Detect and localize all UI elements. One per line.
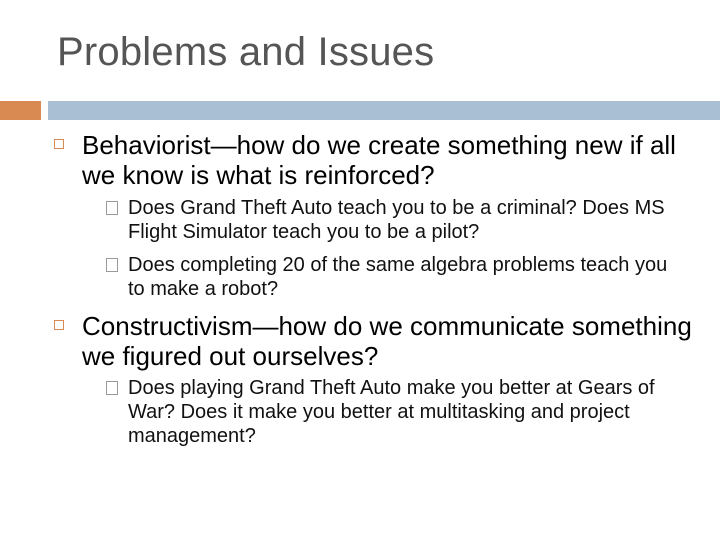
bullet-marker-icon [54, 139, 64, 149]
subbullet-box-icon [106, 201, 118, 215]
bullet-marker-icon [54, 320, 64, 330]
subbullet-algebra: Does completing 20 of the same algebra problems teach you to make a robot? [106, 253, 680, 301]
title-rule-accent [0, 101, 41, 120]
subbullet-gta-criminal: Does Grand Theft Auto teach you to be a criminal? Does MS Flight Simulator teach you to be a pilot? [106, 196, 680, 244]
bullet-behaviorist: Behaviorist—how do we create something new if all we know is what is reinforced? [82, 130, 676, 190]
title-rule-bar [48, 101, 720, 120]
subbullet-gears-of-war: Does playing Grand Theft Auto make you better at Gears of War? Does it make you better at multitasking and project management? [106, 376, 680, 448]
bullet-constructivism: Constructivism—how do we communicate something we figured out ourselves? [82, 311, 692, 371]
subbullet-box-icon [106, 381, 118, 395]
slide-title: Problems and Issues [57, 30, 435, 74]
subbullet-box-icon [106, 258, 118, 272]
